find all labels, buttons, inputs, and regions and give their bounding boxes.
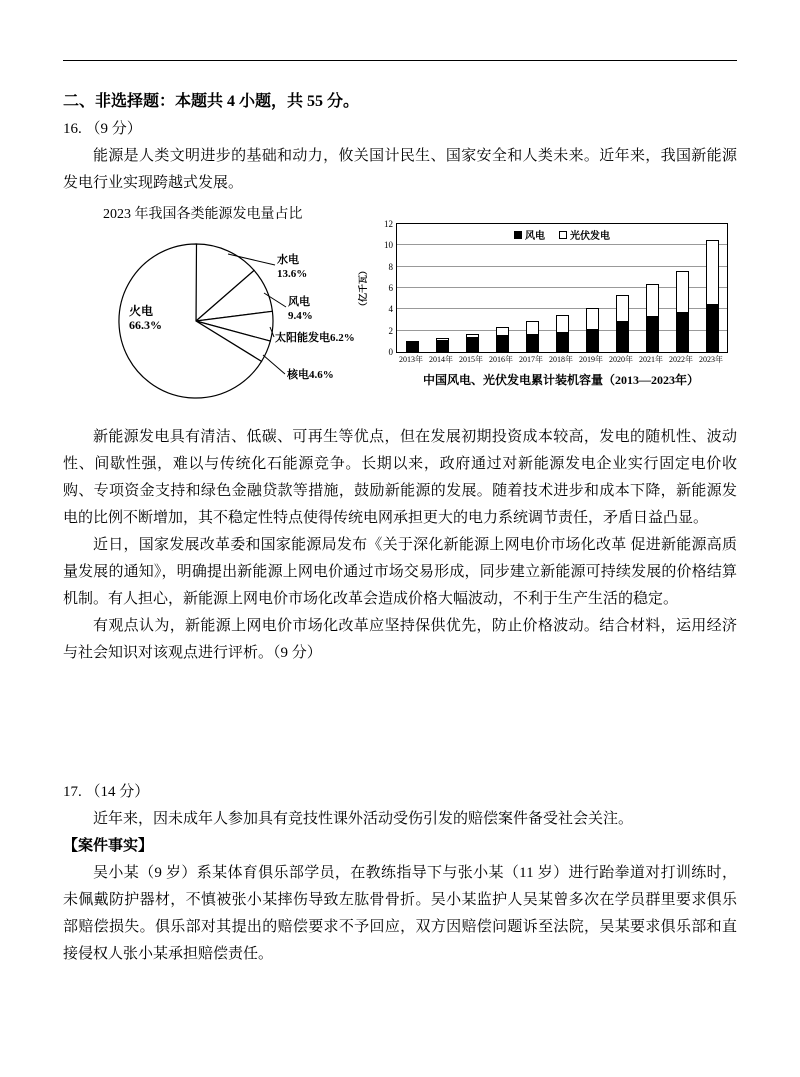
solar-bar xyxy=(676,271,689,313)
wind-bar xyxy=(406,343,419,352)
wind-bar xyxy=(616,322,629,352)
q16-number: 16. （9 分） xyxy=(63,121,142,137)
bar-group xyxy=(646,284,659,352)
q17-block xyxy=(63,779,737,968)
bar-group xyxy=(436,338,449,352)
solar-bar xyxy=(616,295,629,322)
x-tick-label: 2017年 xyxy=(519,355,543,364)
wind-bar xyxy=(586,330,599,352)
x-tick-label: 2021年 xyxy=(639,355,663,364)
bar-chart xyxy=(357,205,737,388)
bar-xlabels xyxy=(396,354,726,366)
pie-chart-title: 2023 年我国各类能源发电量占比 xyxy=(103,207,303,222)
legend-item xyxy=(514,227,545,242)
pie-label: 核电4.6% xyxy=(287,369,334,381)
bar-group xyxy=(586,308,599,352)
bar-plot xyxy=(357,219,728,357)
x-tick-label: 2016年 xyxy=(489,355,513,364)
wind-bar xyxy=(526,335,539,352)
y-tick-label: 4 xyxy=(388,304,393,315)
wind-bar xyxy=(646,317,659,352)
x-tick-label: 2023年 xyxy=(699,355,723,364)
y-tick-label: 10 xyxy=(384,240,393,251)
bar-group xyxy=(466,334,479,352)
x-tick-label: 2019年 xyxy=(579,355,603,364)
bar-group xyxy=(616,295,629,352)
pie-label: 水电 13.6% xyxy=(277,254,308,280)
q16-para-1: 新能源发电具有清洁、低碳、可再生等优点，但在发展初期投资成本较高，发电的随机性、波动性、间歇性强，难以与传统化石能源竞争。长期以来，政府通过对新能源发电企业实行固定电价收购、专项资金支持和绿色金融贷款等措施，鼓励新能源的发展。随着技术进步和成本下降，新能源发电的比例不断增加，其不稳定性特点使得传统电网承担更大的电力系统调节责任，矛盾日益凸显。 xyxy=(63,429,737,526)
section-title: 二、非选择题：本题共 4 小题，共 55 分。 xyxy=(63,93,360,110)
bar-y-axis-label: （亿千瓦） xyxy=(357,265,368,311)
bar-group xyxy=(556,315,569,352)
solar-bar xyxy=(646,284,659,317)
y-tick-label: 0 xyxy=(388,347,393,357)
bar-group xyxy=(406,341,419,352)
wind-bar xyxy=(496,336,509,352)
y-tick-label: 6 xyxy=(388,283,393,293)
y-tick-label: 2 xyxy=(388,325,393,336)
x-tick-label: 2018年 xyxy=(549,355,573,364)
wind-bar xyxy=(436,341,449,352)
q16-para-2: 近日，国家发展改革委和国家能源局发布《关于深化新能源上网电价市场化改革 促进新能源高质量发展的通知》，明确提出新能源上网电价通过市场交易形成，同步建立新能源可持续发展的价格结算机制。有人担心，新能源上网电价市场化改革会造成价格大幅波动，不利于生产生活的稳定。 xyxy=(63,537,737,607)
q16-intro: 能源是人类文明进步的基础和动力，攸关国计民生、国家安全和人类未来。近年来，我国新能源发电行业实现跨越式发展。 xyxy=(63,148,737,191)
legend-label: 风电 xyxy=(525,231,545,242)
pie-label: 太阳能发电6.2% xyxy=(275,332,355,344)
x-tick-label: 2013年 xyxy=(399,355,423,364)
x-tick-label: 2015年 xyxy=(459,355,483,364)
wind-bar xyxy=(556,333,569,352)
wind-legend-swatch xyxy=(514,231,522,239)
bar-chart-caption: 中国风电、光伏发电累计装机容量（2013—2023年） xyxy=(422,373,699,387)
exam-page xyxy=(63,0,737,968)
bar-group xyxy=(526,321,539,352)
solar-bar xyxy=(556,315,569,333)
bar-legend xyxy=(514,227,610,242)
legend-label: 光伏发电 xyxy=(570,231,610,242)
x-tick-label: 2020年 xyxy=(609,355,633,364)
bar-group xyxy=(496,327,509,352)
bar-group xyxy=(676,271,689,352)
solar-bar xyxy=(496,327,509,336)
case-facts-heading: 【案件事实】 xyxy=(63,838,154,854)
pie-label: 风电 9.4% xyxy=(288,296,313,322)
wind-bar xyxy=(676,313,689,352)
legend-item xyxy=(559,227,610,242)
q16-para-3: 有观点认为，新能源上网电价市场化改革应坚持保供优先，防止价格波动。结合材料，运用经济与社会知识对该观点进行评析。（9 分） xyxy=(63,618,737,661)
pie-label: 火电 66.3% xyxy=(129,304,162,332)
solar-bar xyxy=(526,321,539,335)
bar-group xyxy=(706,240,719,352)
gridline xyxy=(397,244,727,245)
solar-bar xyxy=(706,240,719,305)
wind-bar xyxy=(466,338,479,352)
solar-bar xyxy=(586,308,599,329)
pie-leader-line xyxy=(263,355,285,374)
q17-intro: 近年来，因未成年人参加具有竞技性课外活动受伤引发的赔偿案件备受社会关注。 xyxy=(93,811,634,827)
case-facts-para: 吴小某（9 岁）系某体育俱乐部学员，在教练指导下与张小某（11 岁）进行跆拳道对打训练时，未佩戴防护器材，不慎被张小某摔伤导致左肱骨骨折。吴小某监护人吴某曾多次在学员群里要求俱乐部赔偿损失。俱乐部对其提出的赔偿要求不予回应，双方因赔偿问题诉至法院，吴某要求俱乐部和直接侵权人张小某承担赔偿责任。 xyxy=(63,865,737,962)
q16-charts xyxy=(63,205,737,410)
gridline xyxy=(397,266,727,267)
x-tick-label: 2014年 xyxy=(429,355,453,364)
y-tick-label: 8 xyxy=(388,261,393,272)
y-tick-label: 12 xyxy=(384,219,393,229)
solar-legend-swatch xyxy=(559,231,567,239)
wind-bar xyxy=(706,305,719,352)
x-tick-label: 2022年 xyxy=(669,355,693,364)
q17-number: 17. （14 分） xyxy=(63,784,150,800)
